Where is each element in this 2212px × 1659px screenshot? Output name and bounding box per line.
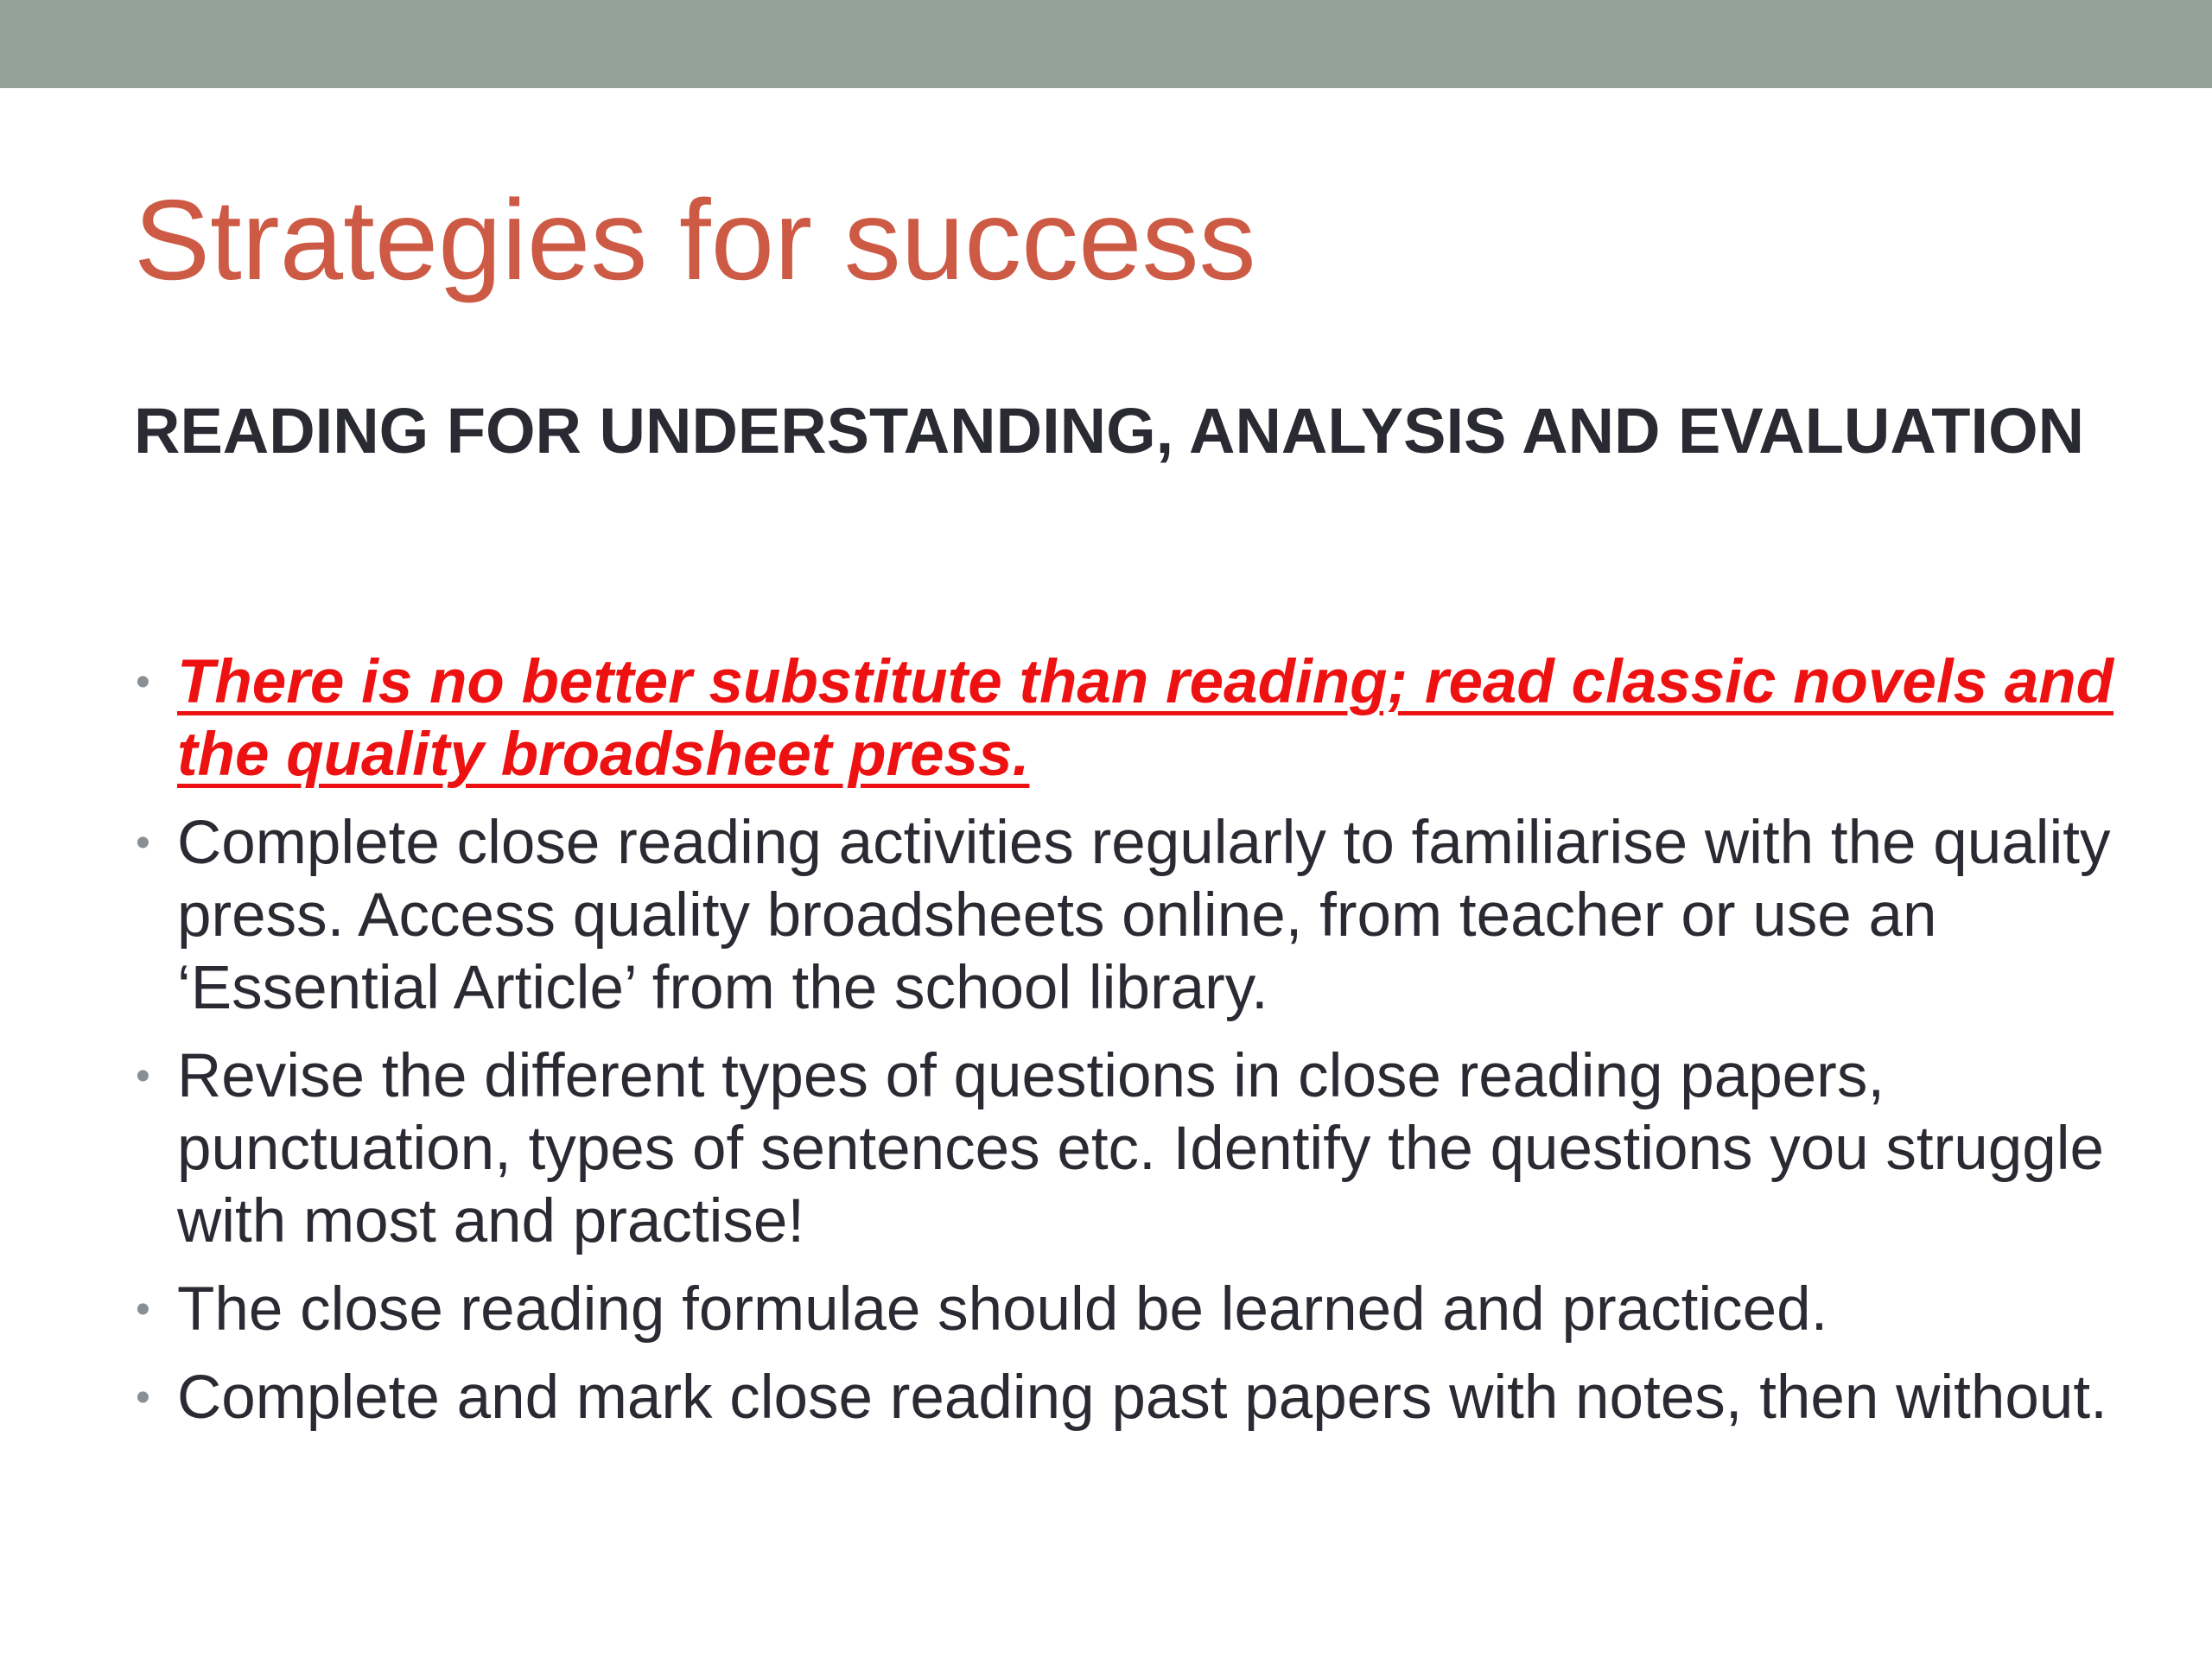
bullet-item-revise-question-types [0,1040,2212,1258]
bullet-list [0,646,2212,1450]
slide-title: Strategies for success [134,176,1256,303]
bullet-item-reading-substitute [0,646,2212,791]
bullet-item-close-reading-activities [0,807,2212,1025]
bullet-text: Revise the different types of questions in close reading papers, punctuation, types of sentences etc. Identify the questions you struggle with most and practise! [177,1042,2105,1255]
bullet-text: Complete and mark close reading past papers with notes, then without. [177,1363,2107,1432]
bullet-text: Complete close reading activities regularly to familiarise with the quality press. Access quality broadsheets online, from teacher or use an ‘Essential Article’ from the school library. [177,809,2111,1022]
top-accent-bar [0,0,2212,88]
emphasis-text: There is no better substitute than reading; read classic novels and the quality broadsheet press. [177,648,2114,789]
bullet-dot-icon: • [136,1375,150,1421]
bullet-dot-icon: • [136,1053,150,1099]
bullet-dot-icon: • [136,659,150,705]
bullet-text: The close reading formulae should be learned and practiced. [177,1275,1828,1344]
section-heading: READING FOR UNDERSTANDING, ANALYSIS AND EVALUATION [134,395,2085,467]
bullet-item-formulae [0,1274,2212,1346]
bullet-dot-icon: • [136,1287,150,1332]
bullet-item-past-papers [0,1362,2212,1434]
bullet-dot-icon: • [136,820,150,866]
